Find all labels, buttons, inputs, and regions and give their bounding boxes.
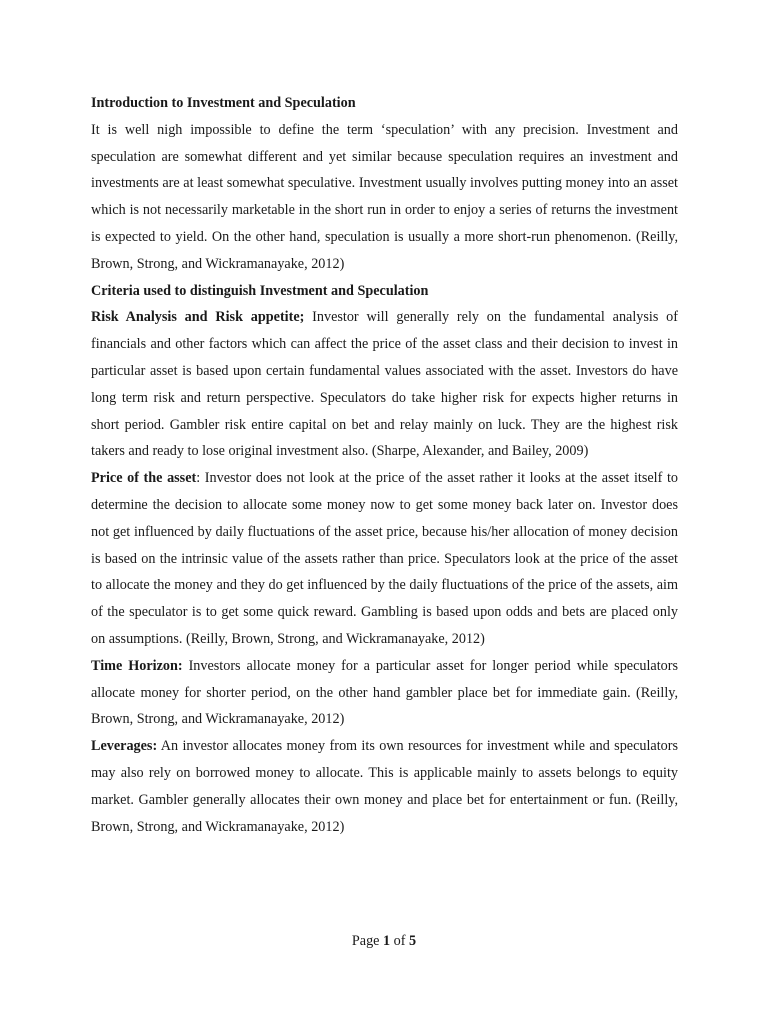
section-text: Investors allocate money for a particular asset for longer period while speculators allocate money for shorter period, on the other hand gambler place bet for immediate gain. (Reilly, Brown, Strong, and Wickramanayake, 2012) (91, 657, 678, 728)
section-text: : Investor does not look at the price of the asset rather it looks at the asset itself to determine the decision to allocate some money now to get some money back later on. Investor does not get influenced by daily fluctuations of the asset price, because his/her allocation of money decision is based on the intrinsic value of the assets rather than price. Speculators look at the price of the asset to allocate the money and they do get influenced by the daily fluctuations of the price of the assets, aim of the speculator is to get some quick reward. Gambling is based upon odds and bets are placed only on assumptions. (Reilly, Brown, Strong, and Wickramanayake, 2012) (91, 470, 678, 647)
section-lead: Time Horizon: (91, 657, 183, 674)
page-word: Page (351, 933, 384, 949)
section-leverages (91, 733, 678, 840)
document-page (91, 90, 678, 840)
section-lead: Price of the asset (91, 470, 197, 487)
section-lead: Risk Analysis and Risk appetite; (91, 309, 305, 326)
of-word: of (390, 933, 410, 949)
criteria-heading: Criteria used to distinguish Investment and Speculation (91, 282, 429, 299)
intro-paragraph: It is well nigh impossible to define the term ‘speculation’ with any precision. Investment and speculation are somewhat different and yet similar because speculation requires an investment and investments are at least somewhat speculative. Investment usually involves putting money into an asset which is not necessarily marketable in the short run in order to enjoy a series of returns the investment is expected to yield. On the other hand, speculation is usually a more short-run phenomenon. (Reilly, Brown, Strong, and Wickramanayake, 2012) (91, 121, 678, 272)
section-price-of-asset (91, 465, 678, 653)
page-footer (0, 928, 768, 954)
section-text: An investor allocates money from its own resources for investment while and speculators may also rely on borrowed money to allocate. This is applicable mainly to assets belongs to equity market. Gambler generally allocates their own money and place bet for entertainment or fun. (Reilly, Brown, Strong, and Wickramanayake, 2012) (91, 738, 678, 835)
total-pages-number: 5 (409, 933, 417, 949)
section-text: Investor will generally rely on the fundamental analysis of financials and other factors which can affect the price of the asset class and their decision to invest in particular asset is based upon certain fundamental values associated with the asset. Investors do have long term risk and return perspective. Speculators do take higher risk for expects higher returns in short period. Gambler risk entire capital on bet and relay mainly on luck. They are the highest risk takers and ready to lose original investment also. (Sharpe, Alexander, and Bailey, 2009) (91, 309, 678, 460)
section-lead: Leverages: (91, 738, 158, 755)
section-risk-analysis (91, 304, 678, 465)
intro-heading: Introduction to Investment and Speculation (91, 95, 356, 111)
current-page-number: 1 (383, 933, 391, 949)
section-time-horizon (91, 653, 678, 733)
